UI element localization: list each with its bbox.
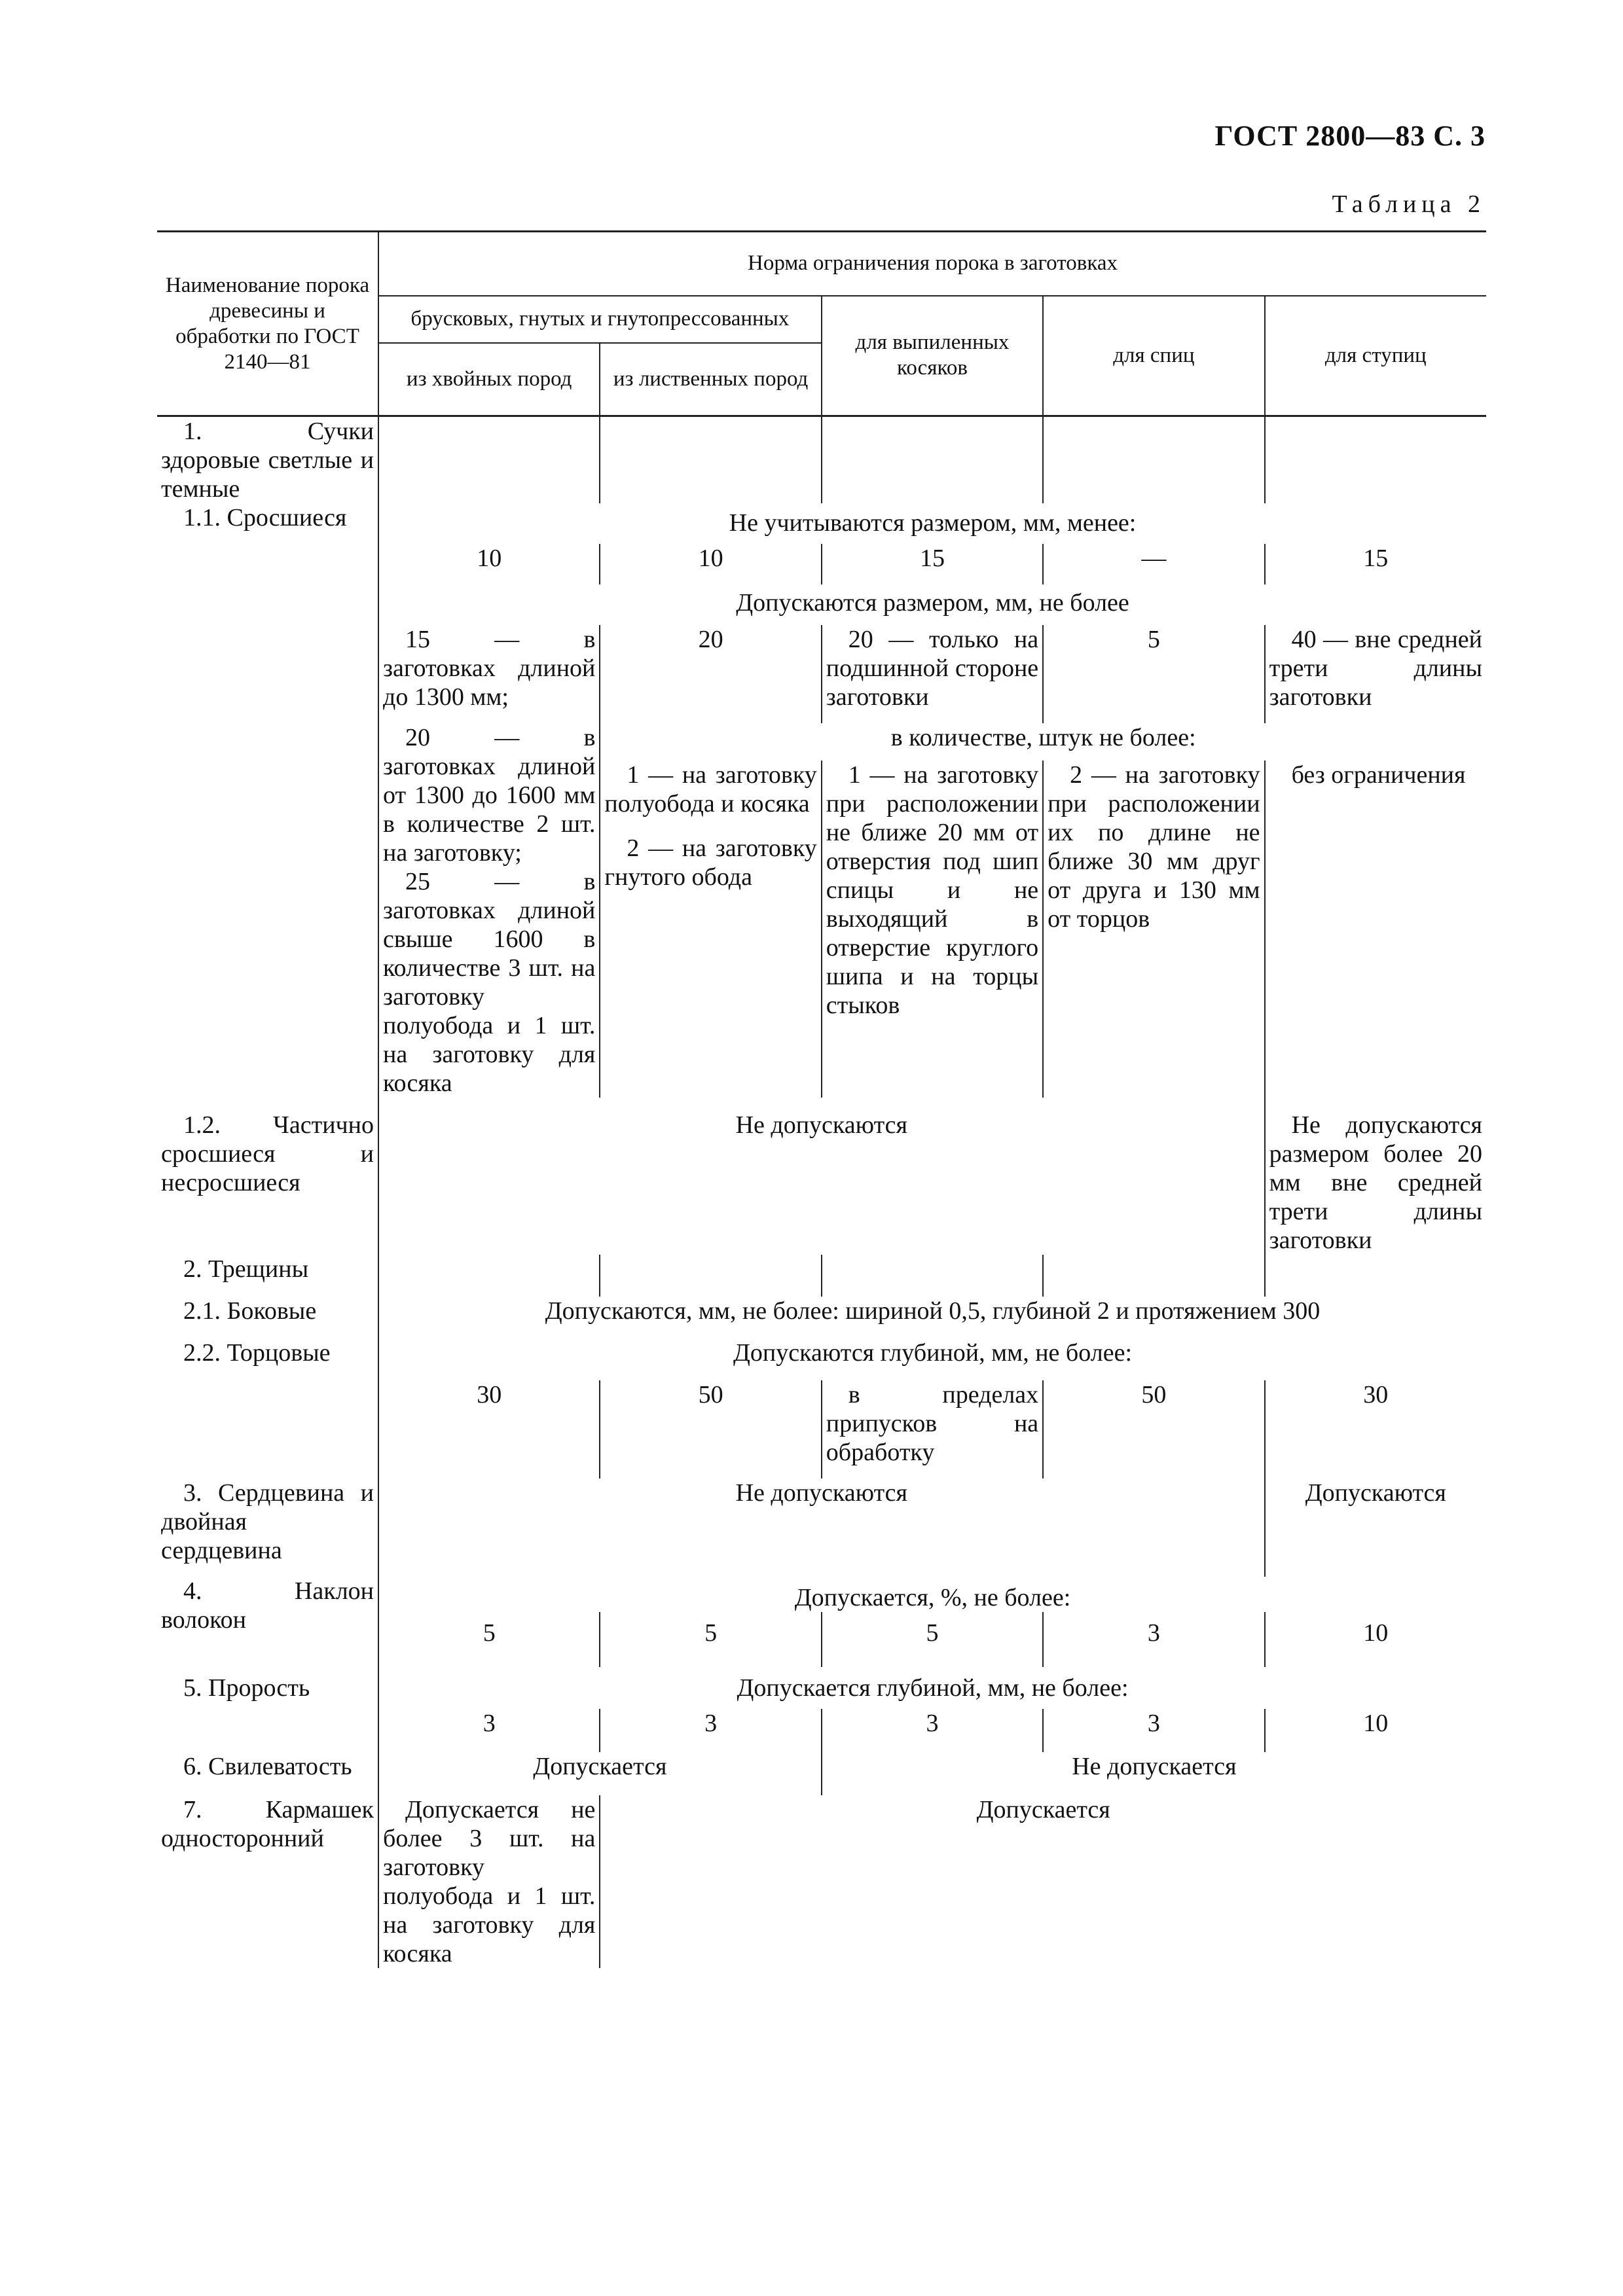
table-caption: Таблица 2 — [1332, 190, 1486, 218]
header-spits: для спиц — [1043, 296, 1264, 416]
table-row — [157, 544, 1486, 584]
table-row — [157, 1795, 1486, 1968]
header-kosyakov: для выпиленных косяков — [822, 296, 1043, 416]
cell-text-part: 2 — на заготовку гнутого обода — [604, 834, 817, 891]
cell-text: Допускаются — [1265, 1479, 1486, 1577]
table-row — [157, 625, 1486, 723]
span-text: Не допускаются — [378, 1098, 1265, 1255]
table-row — [157, 1667, 1486, 1709]
row-name: 1.1. Сросшиеся — [183, 504, 347, 531]
header-stupits: для ступиц — [1265, 296, 1486, 416]
row-name: 1. Сучки здоровые светлые и темные — [161, 418, 374, 503]
cell-value: 3 — [378, 1709, 600, 1752]
cell-value: — — [1043, 544, 1264, 584]
row-name: 4. Наклон волокон — [161, 1577, 374, 1634]
span-text: Допускается, %, не более: — [378, 1577, 1486, 1612]
cell-value: 5 — [600, 1612, 821, 1667]
cell-value: 10 — [600, 544, 821, 584]
cell-value: 3 — [600, 1709, 821, 1752]
cell-value: 3 — [1043, 1612, 1264, 1667]
cell-text: Не допускается — [822, 1752, 1486, 1795]
header-bruskovyh: брусковых, гнутых и гнутопрессованных — [378, 296, 822, 343]
row-name: 3. Сердцевина и двойная сердцевина — [161, 1479, 374, 1564]
cell-value: 10 — [378, 544, 600, 584]
cell-text-part: 25 — в заготовках длиной свыше 1600 в количестве 3 шт. на заготовку полуобода и 1 шт. на заготовку для косяка — [383, 868, 596, 1097]
table-row — [157, 503, 1486, 544]
defects-table — [157, 230, 1486, 1968]
span-text: Допускаются глубиной, мм, не более: — [378, 1338, 1486, 1380]
table-row — [157, 1752, 1486, 1795]
row-name: 5. Прорость — [183, 1674, 310, 1702]
cell-text: без ограничения — [1265, 761, 1486, 1098]
cell-text: 2 — на заготовку при расположении их по длине не ближе 30 мм друг от друга и 130 мм от торцов — [1043, 761, 1264, 1098]
header-khvoinyh: из хвойных пород — [378, 343, 600, 416]
cell-text: 40 — вне средней трети длины заготовки — [1265, 625, 1486, 723]
table-row — [157, 416, 1486, 504]
cell-value: 20 — [600, 625, 821, 723]
cell-value: 10 — [1265, 1612, 1486, 1667]
span-text: в количестве, штук не более: — [600, 723, 1486, 761]
cell-value: 5 — [1043, 625, 1264, 723]
cell-value: 5 — [378, 1612, 600, 1667]
table-row — [157, 584, 1486, 625]
cell-text: 1 — на заготовку при расположении не ближе 20 мм от отверстия под шип спицы и не выходящий в отверстие круглого шипа и на торцы стыков — [822, 761, 1043, 1098]
header-listvennyh: из лиственных пород — [600, 343, 821, 416]
cell-value: 50 — [1043, 1380, 1264, 1479]
table-row — [157, 1098, 1486, 1255]
table-row — [157, 1380, 1486, 1479]
cell-value: 5 — [822, 1612, 1043, 1667]
page-header: ГОСТ 2800—83 С. 3 — [1214, 120, 1486, 152]
span-text: Допускаются размером, мм, не более — [378, 584, 1486, 625]
span-text: Не учитываются размером, мм, менее: — [378, 503, 1486, 544]
cell-text — [378, 723, 600, 1098]
span-text: Не допускаются — [378, 1479, 1265, 1577]
cell-text-part: 20 — в заготовках длиной от 1300 до 1600 мм в количестве 2 шт. на заготовку; — [383, 724, 596, 867]
span-text: Допускаются, мм, не более: шириной 0,5, глубиной 2 и протяжением 300 — [378, 1297, 1486, 1338]
table-row — [157, 1255, 1486, 1297]
cell-text: 20 — только на подшинной стороне заготовки — [822, 625, 1043, 723]
header-norm: Норма ограничения порока в заготовках — [378, 232, 1486, 296]
cell-text: Допускается не более 3 шт. на заготовку полуобода и 1 шт. на заготовку для косяка — [378, 1795, 600, 1968]
row-name: 1.2. Частично сросшиеся и несросшиеся — [161, 1111, 374, 1196]
row-name: 2.1. Боковые — [183, 1297, 317, 1325]
cell-text: Допускается — [600, 1795, 1486, 1968]
cell-value: 3 — [822, 1709, 1043, 1752]
table-row — [157, 761, 1486, 1098]
cell-value: 3 — [1043, 1709, 1264, 1752]
cell-text: в пределах припусков на обработку — [822, 1380, 1043, 1479]
cell-text — [600, 761, 821, 1098]
span-text: Допускается глубиной, мм, не более: — [378, 1667, 1486, 1709]
row-name: 2.2. Торцовые — [183, 1339, 331, 1367]
cell-value: 30 — [378, 1380, 600, 1479]
table-row — [157, 1577, 1486, 1612]
table-row — [157, 1338, 1486, 1380]
cell-value: 15 — [1265, 544, 1486, 584]
row-name: 2. Трещины — [183, 1255, 309, 1283]
table-row — [157, 1709, 1486, 1752]
table-row — [157, 723, 1486, 761]
cell-value: 30 — [1265, 1380, 1486, 1479]
header-defect-name: Наименование порока древесины и обработки по ГОСТ 2140—81 — [157, 232, 378, 416]
cell-value: 50 — [600, 1380, 821, 1479]
cell-text: 15 — в заготовках длиной до 1300 мм; — [378, 625, 600, 723]
table-row — [157, 1297, 1486, 1338]
cell-value: 10 — [1265, 1709, 1486, 1752]
cell-text: Допускается — [378, 1752, 822, 1795]
cell-text: Не допускаются размером более 20 мм вне средней трети длины заготовки — [1265, 1098, 1486, 1255]
table-row — [157, 1479, 1486, 1577]
row-name: 6. Свилеватость — [183, 1753, 352, 1780]
row-name: 7. Кармашек односторонний — [161, 1796, 374, 1852]
cell-text-part: 1 — на заготовку полуобода и косяка — [604, 761, 817, 818]
cell-value: 15 — [822, 544, 1043, 584]
